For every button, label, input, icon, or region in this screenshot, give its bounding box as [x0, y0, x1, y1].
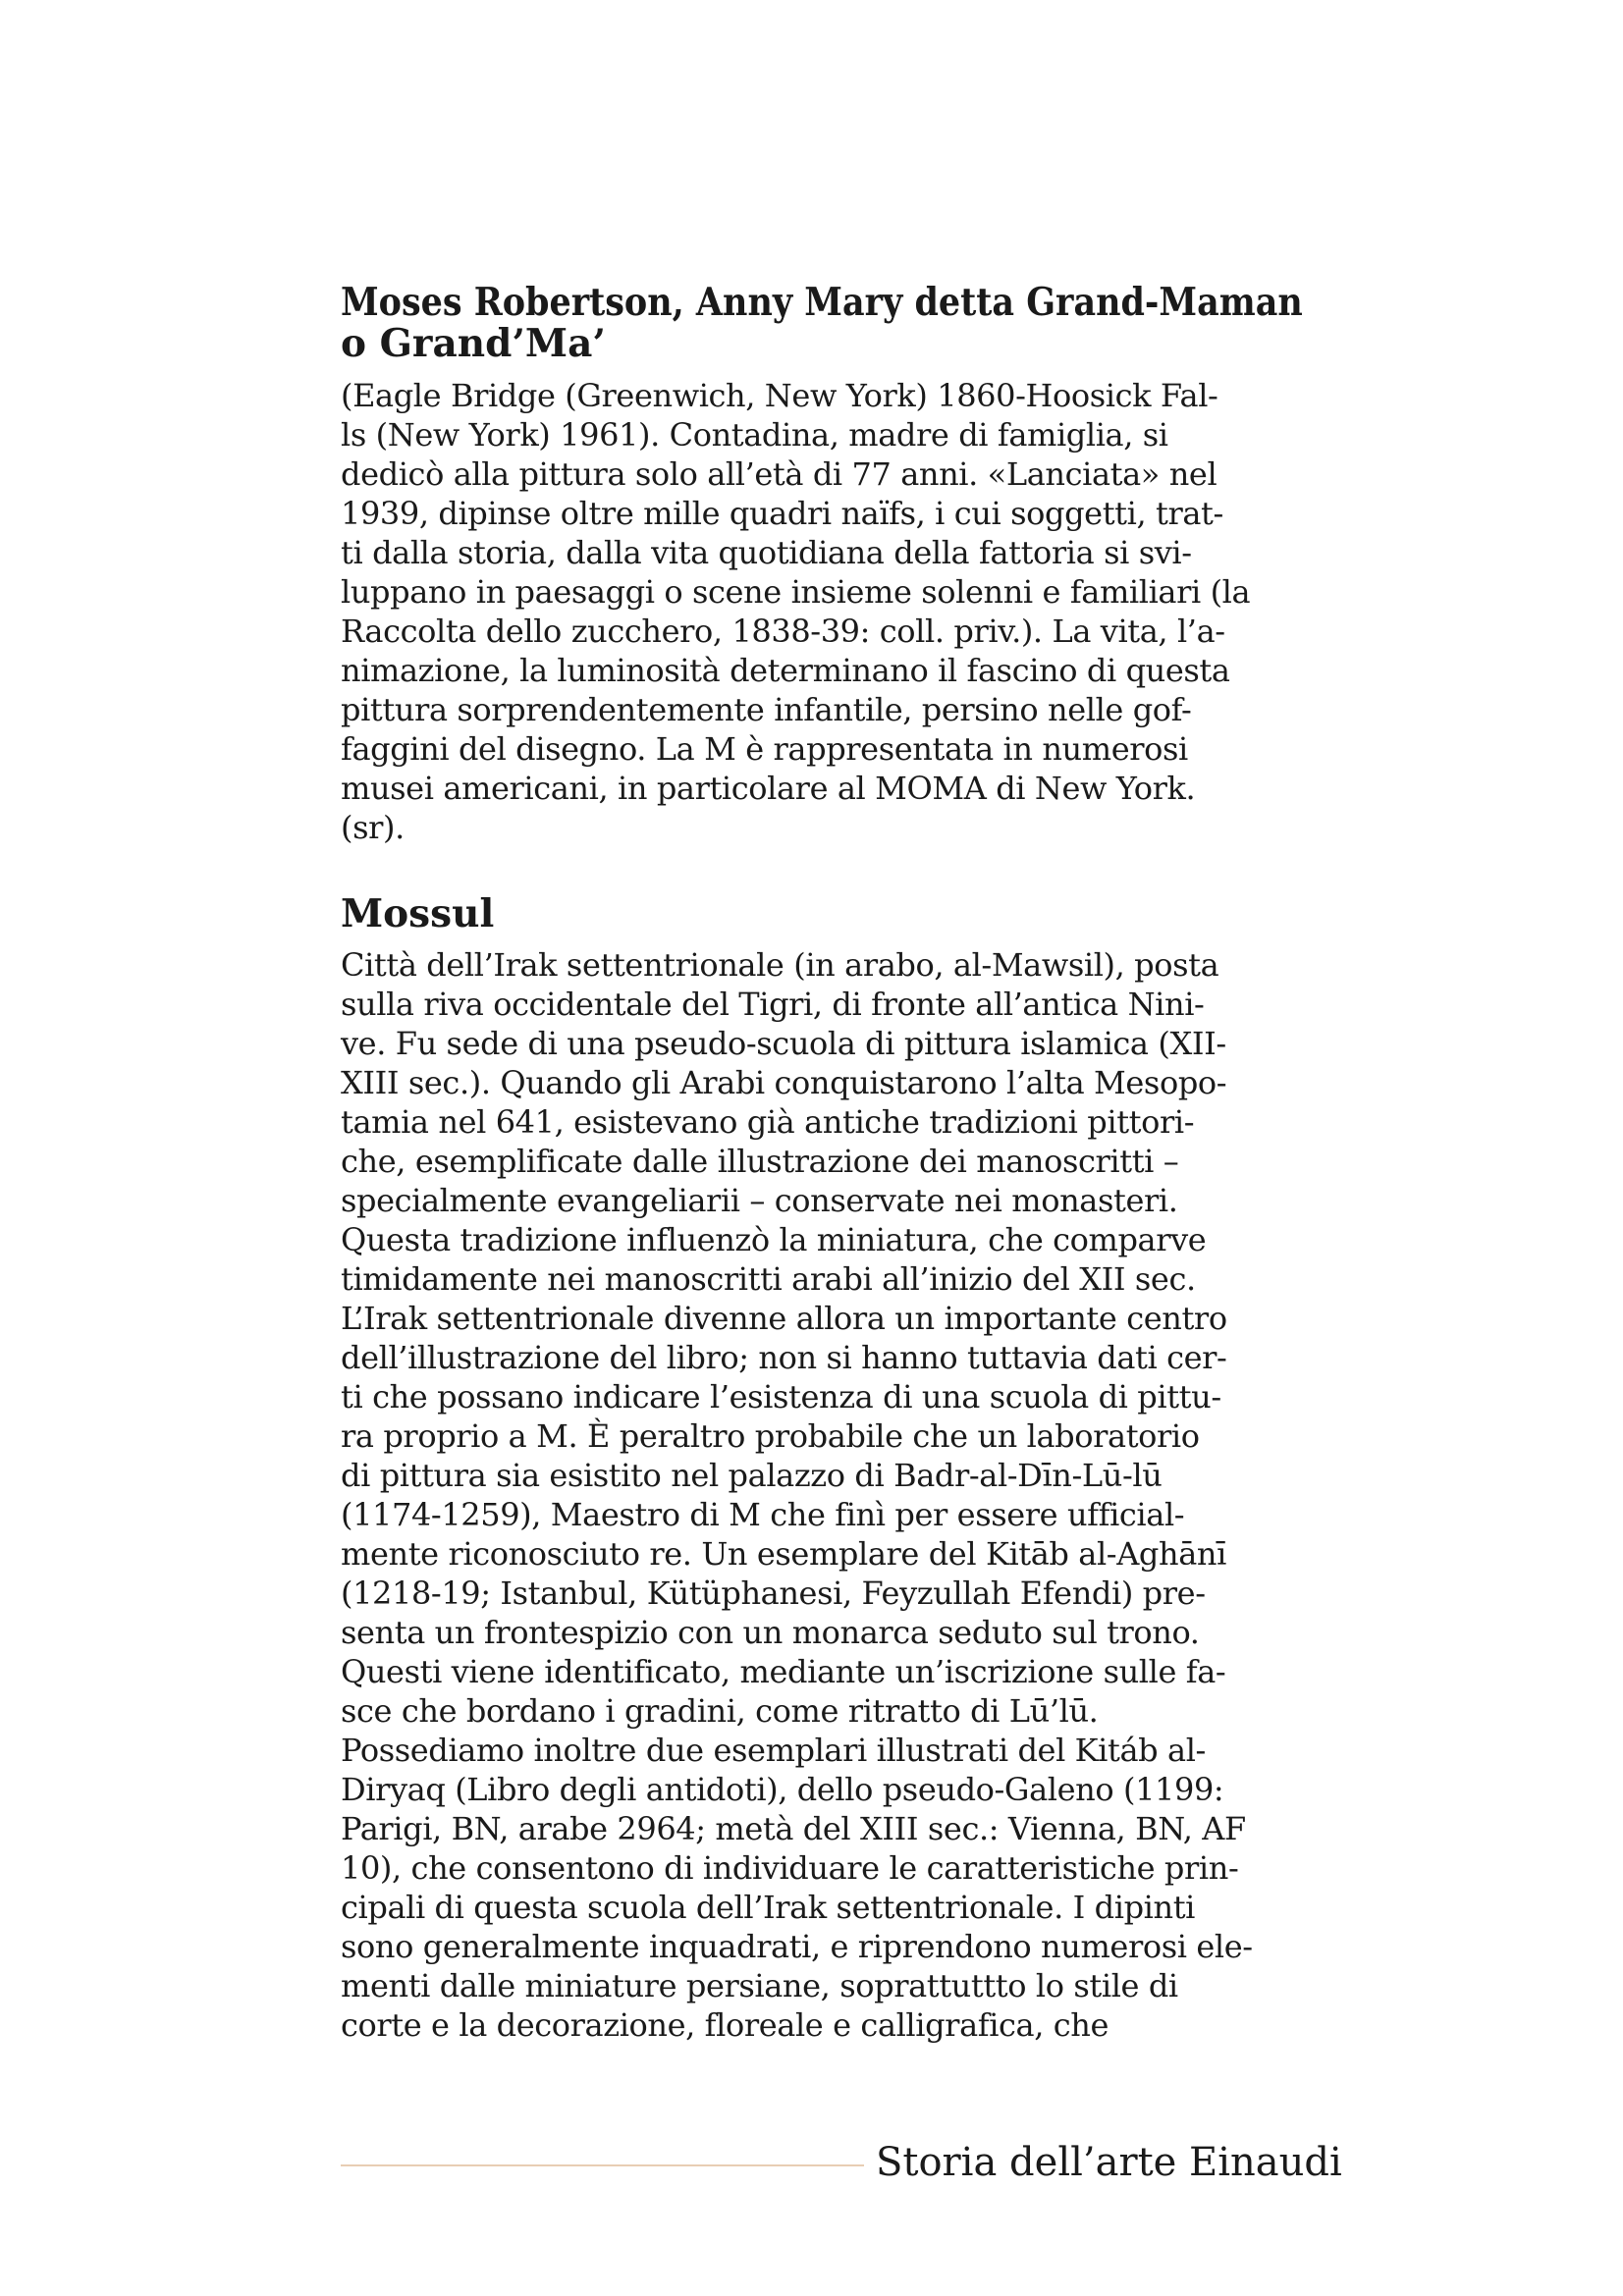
body-line: mente riconosciuto re. Un esemplare del Kitāb al-Aghānī: [341, 1535, 1226, 1573]
body-line: ti che possano indicare l’esistenza di una scuola di pittu-: [341, 1378, 1221, 1415]
body-line: Città dell’Irak settentrionale (in arabo, al-Mawsil), posta: [341, 946, 1219, 984]
body-line: specialmente evangeliarii – conservate nei monasteri.: [341, 1182, 1178, 1219]
body-line: ra proprio a M. È peraltro probabile che un laboratorio: [341, 1417, 1200, 1455]
body-line: Parigi, BN, arabe 2964; metà del XIII sec.: Vienna, BN, AF: [341, 1810, 1246, 1847]
body-line: Possediamo inoltre due esemplari illustrati del Kitáb al-: [341, 1732, 1206, 1769]
body-line: timidamente nei manoscritti arabi all’inizio del XII sec.: [341, 1260, 1196, 1298]
body-line: nimazione, la luminosità determinano il fascino di questa: [341, 652, 1230, 689]
body-line: senta un frontespizio con un monarca seduto sul trono.: [341, 1614, 1200, 1651]
body-line: Diryaq (Libro degli antidoti), dello pseudo-Galeno (1199:: [341, 1771, 1224, 1808]
body-line: tamia nel 641, esistevano già antiche tradizioni pittori-: [341, 1103, 1195, 1141]
heading-line: Moses Robertson, Anny Mary detta Grand-Maman: [341, 280, 1303, 325]
body-line: di pittura sia esistito nel palazzo di Badr-al-Dīn-Lū-lū: [341, 1457, 1163, 1494]
body-line: (1218-19; Istanbul, Kütüphanesi, Feyzullah Efendi) pre-: [341, 1575, 1206, 1612]
body-line: pittura sorprendentemente infantile, persino nelle gof-: [341, 691, 1192, 728]
body-line: 1939, dipinse oltre mille quadri naïfs, i cui soggetti, trat-: [341, 495, 1223, 532]
body-line: (1174-1259), Maestro di M che finì per essere ufficial-: [341, 1496, 1185, 1533]
body-line: Questa tradizione influenzò la miniatura, che comparve: [341, 1221, 1207, 1258]
body-line: L’Irak settentrionale divenne allora un importante centro: [341, 1300, 1227, 1337]
body-line: (Eagle Bridge (Greenwich, New York) 1860-Hoosick Fal-: [341, 377, 1218, 414]
body-line: Raccolta dello zucchero, 1838-39: coll. priv.). La vita, l’a-: [341, 613, 1225, 650]
footer-rule: [341, 2164, 864, 2166]
body-line: che, esemplificate dalle illustrazione dei manoscritti –: [341, 1143, 1179, 1180]
body-line: ls (New York) 1961). Contadina, madre di famiglia, si: [341, 416, 1168, 454]
body-line: ti dalla storia, dalla vita quotidiana della fattoria si svi-: [341, 534, 1192, 571]
footer-publication-title: Storia dell’arte Einaudi: [876, 2140, 1342, 2185]
body-line: corte e la decorazione, floreale e calligrafica, che: [341, 2006, 1109, 2044]
body-line: sulla riva occidentale del Tigri, di fronte all’antica Nini-: [341, 986, 1205, 1023]
body-line: sce che bordano i gradini, come ritratto di Lū’lū.: [341, 1692, 1099, 1730]
body-line: faggini del disegno. La M è rappresentata in numerosi: [341, 730, 1188, 768]
body-line: dell’illustrazione del libro; non si hanno tuttavia dati cer-: [341, 1339, 1227, 1376]
body-line: musei americani, in particolare al MOMA di New York.: [341, 770, 1196, 807]
body-line: cipali di questa scuola dell’Irak settentrionale. I dipinti: [341, 1889, 1195, 1926]
body-line: (sr).: [341, 809, 405, 846]
heading-line: o Grand’Ma’: [341, 321, 606, 366]
heading-line: Mossul: [341, 891, 495, 936]
body-line: ve. Fu sede di una pseudo-scuola di pittura islamica (XII-: [341, 1025, 1226, 1062]
body-line: luppano in paesaggi o scene insieme solenni e familiari (la: [341, 573, 1251, 611]
body-line: dedicò alla pittura solo all’età di 77 anni. «Lanciata» nel: [341, 455, 1217, 493]
body-line: sono generalmente inquadrati, e riprendono numerosi ele-: [341, 1928, 1253, 1965]
body-line: 10), che consentono di individuare le caratteristiche prin-: [341, 1849, 1239, 1887]
entry-heading-moses: [341, 282, 1303, 364]
body-line: menti dalle miniature persiane, soprattuttto lo stile di: [341, 1967, 1178, 2004]
entry-heading-mossul: [341, 893, 1303, 934]
body-line: Questi viene identificato, mediante un’iscrizione sulle fa-: [341, 1653, 1226, 1690]
body-line: XIII sec.). Quando gli Arabi conquistarono l’alta Mesopo-: [341, 1064, 1227, 1101]
